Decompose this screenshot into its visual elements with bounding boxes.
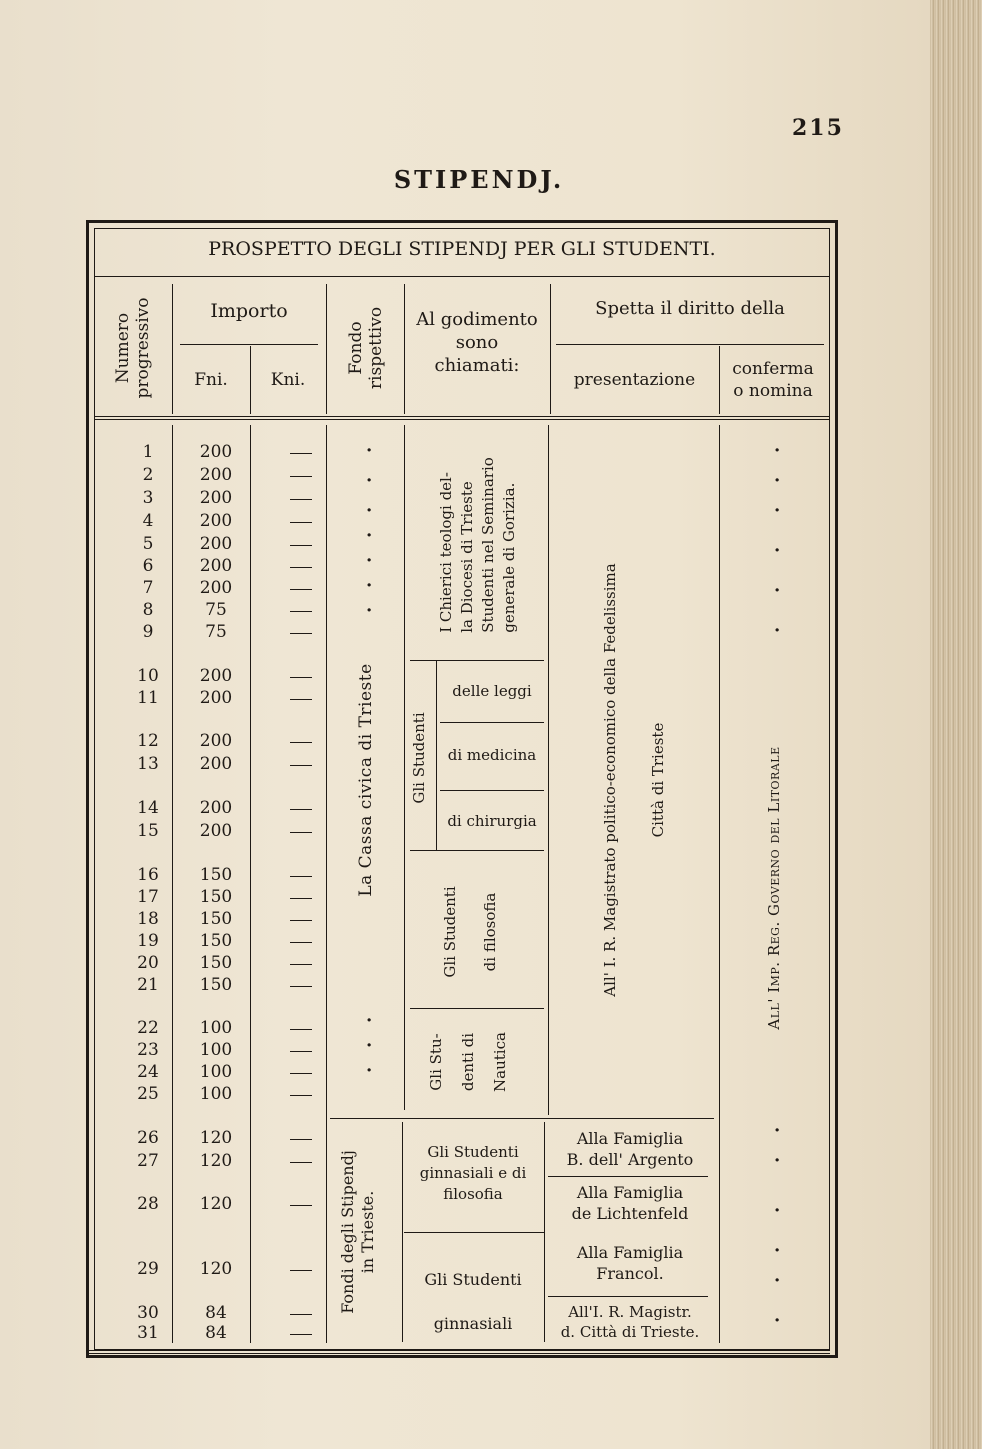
presentazione-lichtenfeld: Alla Famiglia de Lichtenfeld [571, 1183, 689, 1223]
row-kni-dash [290, 920, 312, 921]
row-kni-dash [290, 476, 312, 477]
row-kni-dash [290, 589, 312, 590]
page-number: 215 [792, 115, 844, 141]
row-fni: 200 [199, 534, 233, 554]
col-rule [172, 425, 173, 1343]
presentazione-magistr: All'I. R. Magistr. d. Città di Trieste. [560, 1303, 700, 1341]
row-kni-dash [290, 1073, 312, 1074]
row-fni: 200 [199, 488, 233, 508]
header-spetta: Spetta il diritto della [595, 298, 785, 319]
section-rule [410, 1008, 544, 1009]
row-kni-dash [290, 1029, 312, 1030]
row-number: 19 [137, 931, 159, 951]
row-number: 4 [142, 511, 154, 531]
leader-dot: · [366, 575, 373, 596]
leader-dot: · [774, 500, 781, 521]
godimento-leggi: delle leggi [452, 682, 532, 700]
table-title: PROSPETTO DEGLI STIPENDJ PER GLI STUDENTI. [208, 238, 716, 260]
row-kni-dash [290, 567, 312, 568]
godimento-filosofia: Gli Studenti di filosofia [441, 886, 499, 978]
leader-dot: · [366, 550, 373, 571]
row-fni: 200 [199, 821, 233, 841]
row-number: 15 [137, 821, 159, 841]
row-number: 16 [137, 865, 159, 885]
row-kni-dash [290, 986, 312, 987]
row-kni-dash [290, 876, 312, 877]
section-rule [330, 1118, 714, 1119]
row-fni: 75 [205, 600, 227, 620]
godimento-ginn-filosofia: Gli Studenti ginnasiali e di filosofia [419, 1143, 527, 1203]
bottom-double-rule [88, 1350, 830, 1354]
section-rule [548, 1296, 708, 1297]
leader-dot: · [774, 1240, 781, 1261]
row-number: 24 [137, 1062, 159, 1082]
row-kni-dash [290, 633, 312, 634]
row-kni-dash [290, 765, 312, 766]
row-fni: 200 [199, 688, 233, 708]
leader-dot: · [774, 440, 781, 461]
row-kni-dash [290, 898, 312, 899]
row-kni-dash [290, 1139, 312, 1140]
section-rule [410, 850, 544, 851]
godimento-nautica: Gli Stu- denti di Nautica [427, 1032, 509, 1092]
row-number: 2 [142, 465, 154, 485]
godimento-gli-studenti: Gli Studenti [410, 712, 428, 804]
row-number: 30 [137, 1303, 159, 1323]
leader-dot: · [774, 1310, 781, 1331]
spetta-rule [556, 344, 824, 345]
row-kni-dash [290, 545, 312, 546]
header-presentazione: presentazione [573, 370, 696, 390]
row-number: 7 [142, 578, 154, 598]
row-fni: 150 [199, 909, 233, 929]
row-kni-dash [290, 1205, 312, 1206]
row-kni-dash [290, 453, 312, 454]
godimento-ginnasiali: Gli Studenti ginnasiali [424, 1270, 522, 1333]
col-rule [719, 425, 720, 1343]
row-kni-dash [290, 522, 312, 523]
row-kni-dash [290, 942, 312, 943]
col-rule [326, 284, 327, 414]
row-fni: 120 [199, 1259, 233, 1279]
section-rule [404, 1232, 544, 1233]
leader-dot: · [774, 1150, 781, 1171]
row-fni: 200 [199, 465, 233, 485]
col-rule [404, 425, 405, 1110]
row-fni: 150 [199, 887, 233, 907]
row-number: 18 [137, 909, 159, 929]
row-number: 23 [137, 1040, 159, 1060]
section-rule [548, 1176, 708, 1177]
row-kni-dash [290, 1314, 312, 1315]
leader-dot: · [366, 1035, 373, 1056]
row-fni: 200 [199, 754, 233, 774]
row-number: 12 [137, 731, 159, 751]
row-kni-dash [290, 1051, 312, 1052]
row-number: 13 [137, 754, 159, 774]
row-number: 8 [142, 600, 154, 620]
leader-dot: · [366, 440, 373, 461]
row-fni: 100 [199, 1084, 233, 1104]
col-rule [548, 425, 549, 1115]
leader-dot: · [366, 525, 373, 546]
row-number: 27 [137, 1151, 159, 1171]
row-number: 22 [137, 1018, 159, 1038]
row-number: 10 [137, 666, 159, 686]
page-heading: STIPENDJ. [393, 165, 565, 194]
col-rule [544, 1122, 545, 1342]
row-fni: 200 [199, 511, 233, 531]
row-number: 21 [137, 975, 159, 995]
row-fni: 75 [205, 622, 227, 642]
row-number: 11 [137, 688, 159, 708]
presentazione-francol: Alla Famiglia Francol. [576, 1243, 684, 1283]
row-kni-dash [290, 809, 312, 810]
leader-dot: · [774, 1200, 781, 1221]
godimento-medicina: di medicina [447, 746, 537, 764]
header-conferma: conferma o nomina [732, 359, 814, 401]
leader-dot: · [774, 1270, 781, 1291]
row-number: 20 [137, 953, 159, 973]
leader-dot: · [774, 540, 781, 561]
row-kni-dash [290, 964, 312, 965]
row-fni: 200 [199, 666, 233, 686]
row-fni: 200 [199, 556, 233, 576]
row-fni: 150 [199, 931, 233, 951]
row-kni-dash [290, 499, 312, 500]
row-kni-dash [290, 1270, 312, 1271]
section-rule [440, 790, 544, 791]
col-rule [250, 425, 251, 1343]
row-fni: 100 [199, 1018, 233, 1038]
row-fni: 150 [199, 975, 233, 995]
row-kni-dash [290, 1095, 312, 1096]
row-fni: 200 [199, 578, 233, 598]
row-fni: 200 [199, 798, 233, 818]
row-fni: 100 [199, 1062, 233, 1082]
header-numero: Numero progressivo [113, 297, 153, 399]
fondo-cassa-civica: La Cassa civica di Trieste [356, 663, 376, 897]
row-kni-dash [290, 742, 312, 743]
presentazione-argento: Alla Famiglia B. dell' Argento [566, 1129, 694, 1169]
row-kni-dash [290, 699, 312, 700]
header-importo: Importo [210, 300, 288, 322]
row-kni-dash [290, 1162, 312, 1163]
leader-dot: · [366, 1060, 373, 1081]
row-fni: 100 [199, 1040, 233, 1060]
row-fni: 200 [199, 442, 233, 462]
row-fni: 120 [199, 1128, 233, 1148]
leader-dot: · [774, 580, 781, 601]
leader-dot: · [774, 1120, 781, 1141]
conferma-governo: All' Imp. Reg. Governo del Litorale [765, 746, 783, 1030]
importo-rule [180, 344, 318, 345]
godimento-chierici: I Chierici teologi del- la Diocesi di Trieste Studenti nel Seminario generale di Gorizia. [437, 457, 518, 633]
row-kni-dash [290, 1334, 312, 1335]
row-number: 17 [137, 887, 159, 907]
row-number: 26 [137, 1128, 159, 1148]
godimento-chirurgia: di chirurgia [447, 812, 537, 830]
presentazione-magistrato: All' I. R. Magistrato politico-economico della Fedelissima Città di Trieste [601, 563, 667, 997]
leader-dot: · [774, 470, 781, 491]
row-kni-dash [290, 832, 312, 833]
leader-dot: · [366, 1010, 373, 1031]
leader-dot: · [366, 470, 373, 491]
row-number: 6 [142, 556, 154, 576]
leader-dot: · [774, 620, 781, 641]
header-kni: Kni. [270, 370, 306, 390]
row-number: 1 [142, 442, 154, 462]
row-number: 25 [137, 1084, 159, 1104]
header-fni: Fni. [194, 370, 228, 390]
row-number: 3 [142, 488, 154, 508]
col-rule [326, 425, 327, 1343]
title-rule [94, 276, 830, 277]
row-fni: 150 [199, 953, 233, 973]
row-fni: 120 [199, 1194, 233, 1214]
leader-dot: · [366, 500, 373, 521]
header-godimento: Al godimento sono chiamati: [416, 309, 538, 376]
row-fni: 84 [205, 1323, 227, 1343]
row-kni-dash [290, 611, 312, 612]
row-number: 28 [137, 1194, 159, 1214]
header-fondo: Fondo rispettivo [346, 306, 386, 390]
header-double-rule [94, 416, 830, 420]
leader-dot: · [366, 600, 373, 621]
section-rule [440, 722, 544, 723]
row-fni: 200 [199, 731, 233, 751]
row-kni-dash [290, 677, 312, 678]
row-number: 31 [137, 1323, 159, 1343]
fondo-stipendj: Fondi degli Stipendj in Trieste. [338, 1150, 377, 1314]
row-fni: 150 [199, 865, 233, 885]
row-fni: 84 [205, 1303, 227, 1323]
row-number: 29 [137, 1259, 159, 1279]
row-number: 5 [142, 534, 154, 554]
section-rule [410, 660, 544, 661]
page-edge [930, 0, 982, 1449]
row-number: 14 [137, 798, 159, 818]
row-number: 9 [142, 622, 154, 642]
row-fni: 120 [199, 1151, 233, 1171]
